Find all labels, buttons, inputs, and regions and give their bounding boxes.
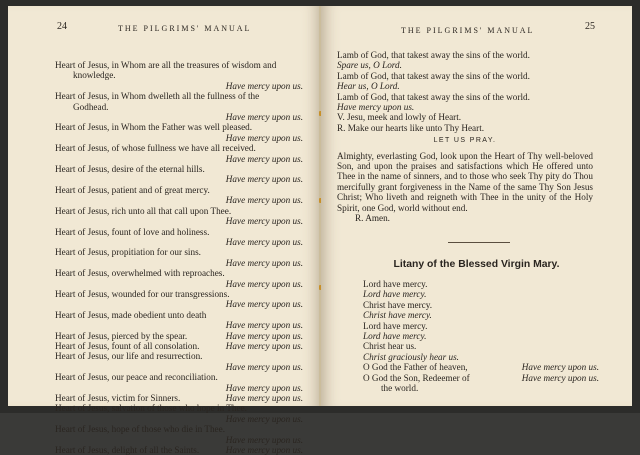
right-page	[321, 6, 632, 406]
invocation-line: Heart of Jesus, rich unto all that call upon Thee.	[55, 205, 232, 216]
invocation-line: Heart of Jesus, in Whom the Father was well pleased.	[55, 122, 253, 133]
response-line: Have mercy upon us.	[225, 340, 303, 351]
response-line: Have mercy upon us.	[225, 80, 303, 91]
invocation-line: Heart of Jesus, wounded for our transgressions.	[55, 288, 230, 299]
right-page-body	[337, 50, 593, 224]
litany-entry	[55, 403, 303, 424]
litany-line: Lord have mercy.	[363, 331, 427, 342]
invocation-line: Heart of Jesus, delight of all the Saints.	[55, 445, 200, 455]
litany-entry	[55, 331, 303, 341]
litany-line: Christ hear us.	[363, 341, 417, 352]
response-line: Have mercy upon us.	[225, 257, 303, 268]
invocation-line: the world.	[381, 383, 419, 394]
invocation-line: Heart of Jesus, victim for Sinners.	[55, 393, 181, 403]
response-line: Have mercy upon us.	[225, 330, 303, 341]
response-line: Have mercy upon us.	[225, 434, 303, 445]
litany-entry	[55, 424, 303, 445]
response-line: Have mercy upon us.	[225, 320, 303, 331]
response-line: Have mercy upon us.	[225, 195, 303, 206]
invocation-line: O God the Father of heaven,	[363, 362, 468, 373]
virgin-mary-litany	[363, 279, 603, 393]
left-page	[8, 6, 321, 455]
prayer-text: Almighty, everlasting God, look upon the Heart of Thy well-beloved Son, and upon the praises and satisfactions which He offered unto Thee in the name of sinners, and to those who seek Thy pity do Thou mercifully grant forgiveness in the Name of the same Thy Son Jesus Christ; Who liveth and reigneth with Thee in the unity of the Holy Spirit, one God, world without end.	[337, 150, 593, 213]
litany-entry	[55, 268, 303, 289]
litany-line: Lord have mercy.	[363, 279, 428, 289]
left-page-litany	[55, 60, 303, 455]
invocation-line: Heart of Jesus, patient and of great mercy.	[55, 184, 210, 195]
litany-row	[363, 373, 603, 383]
litany-line: Lord have mercy.	[363, 320, 428, 331]
invocation-line: Heart of Jesus, in Whom are all the treasures of wisdom and	[55, 60, 277, 70]
litany-entry	[55, 393, 303, 403]
prayer-line: Hear us, O Lord.	[337, 81, 400, 92]
response-line: Have mercy upon us.	[225, 216, 303, 227]
let-us-pray-heading: LET US PRAY.	[433, 137, 497, 145]
prayer-line: Lamb of God, that takest away the sins of the world.	[337, 91, 530, 102]
page-number: 25	[585, 21, 595, 32]
response-line: Have mercy upon us.	[521, 362, 599, 373]
invocation-line: Godhead.	[73, 101, 109, 112]
response-line: Have mercy upon us.	[225, 361, 303, 372]
response-line: Have mercy upon us.	[225, 236, 303, 247]
litany-line: Lord have mercy.	[363, 289, 427, 300]
section-rule	[448, 242, 510, 243]
response-line: Have mercy upon us.	[225, 413, 303, 424]
litany-row	[363, 362, 603, 372]
response-line: Have mercy upon us.	[225, 174, 303, 185]
litany-entry	[55, 445, 303, 455]
litany-entry	[55, 122, 303, 143]
prayer-line: Have mercy upon us.	[337, 102, 415, 113]
response-line: Have mercy upon us.	[225, 393, 303, 403]
amen-line: R. Amen.	[355, 213, 390, 224]
invocation-line: Heart of Jesus, propitiation for our sins.	[55, 247, 201, 258]
invocation-line: Heart of Jesus, our life and resurrection.	[55, 351, 203, 362]
invocation-line: Heart of Jesus, fount of love and holiness.	[55, 226, 210, 237]
invocation-line: Heart of Jesus, pierced by the spear.	[55, 330, 188, 341]
response-line: Have mercy upon us.	[225, 278, 303, 289]
response-line: Have mercy upon us.	[225, 382, 303, 393]
running-head: THE PILGRIMS' MANUAL	[401, 26, 535, 35]
prayer-line: Lamb of God, that takest away the sins of the world.	[337, 50, 530, 60]
litany-entry	[55, 143, 303, 164]
invocation-line: Heart of Jesus, salvation of those who hope in Thee.	[55, 403, 247, 414]
invocation-line: Heart of Jesus, overwhelmed with reproaches.	[55, 268, 225, 279]
invocation-line: Heart of Jesus, fount of all consolation.	[55, 340, 200, 351]
litany-entry	[55, 341, 303, 351]
litany-entry	[55, 372, 303, 393]
invocation-line: Heart of Jesus, our peace and reconciliation.	[55, 372, 218, 383]
page-number: 24	[57, 21, 67, 32]
litany-entry	[55, 247, 303, 268]
litany-entry	[55, 227, 303, 248]
invocation-line: Heart of Jesus, made obedient unto death	[55, 309, 207, 320]
response-line: Have mercy upon us.	[225, 132, 303, 143]
litany-entry	[55, 164, 303, 185]
litany-entry	[55, 91, 303, 122]
litany-title: Litany of the Blessed Virgin Mary.	[393, 259, 560, 270]
prayer-line: Lamb of God, that takest away the sins of the world.	[337, 70, 530, 81]
litany-line: Christ have mercy.	[363, 310, 432, 321]
invocation-line: knowledge.	[73, 70, 116, 81]
response-line: Have mercy upon us.	[521, 372, 599, 383]
agnus-dei-lines	[337, 50, 593, 133]
litany-entry	[55, 206, 303, 227]
invocation-line: Heart of Jesus, in Whom dwelleth all the fullness of the	[55, 91, 260, 102]
response-line: Have mercy upon us.	[225, 445, 303, 455]
running-head: THE PILGRIMS' MANUAL	[118, 24, 252, 33]
prayer-line: Spare us, O Lord.	[337, 60, 402, 71]
invocation-line: O God the Son, Redeemer of	[363, 372, 470, 383]
prayer-line: R. Make our hearts like unto Thy Heart.	[337, 122, 485, 133]
response-line: Have mercy upon us.	[225, 299, 303, 310]
litany-line: Christ have mercy.	[363, 299, 433, 310]
invocation-line: Heart of Jesus, hope of those who die in Thee.	[55, 424, 226, 435]
prayer-line: V. Jesu, meek and lowly of Heart.	[337, 112, 462, 123]
invocation-line: Heart of Jesus, of whose fullness we have all received.	[55, 143, 256, 154]
response-line: Have mercy upon us.	[225, 153, 303, 164]
litany-entry	[55, 351, 303, 372]
litany-entry	[55, 289, 303, 310]
litany-line: Christ graciously hear us.	[363, 351, 459, 362]
response-line: Have mercy upon us.	[225, 112, 303, 123]
litany-entry	[55, 185, 303, 206]
litany-entry	[55, 60, 303, 91]
invocation-line: Heart of Jesus, desire of the eternal hills.	[55, 164, 205, 175]
litany-entry	[55, 310, 303, 331]
